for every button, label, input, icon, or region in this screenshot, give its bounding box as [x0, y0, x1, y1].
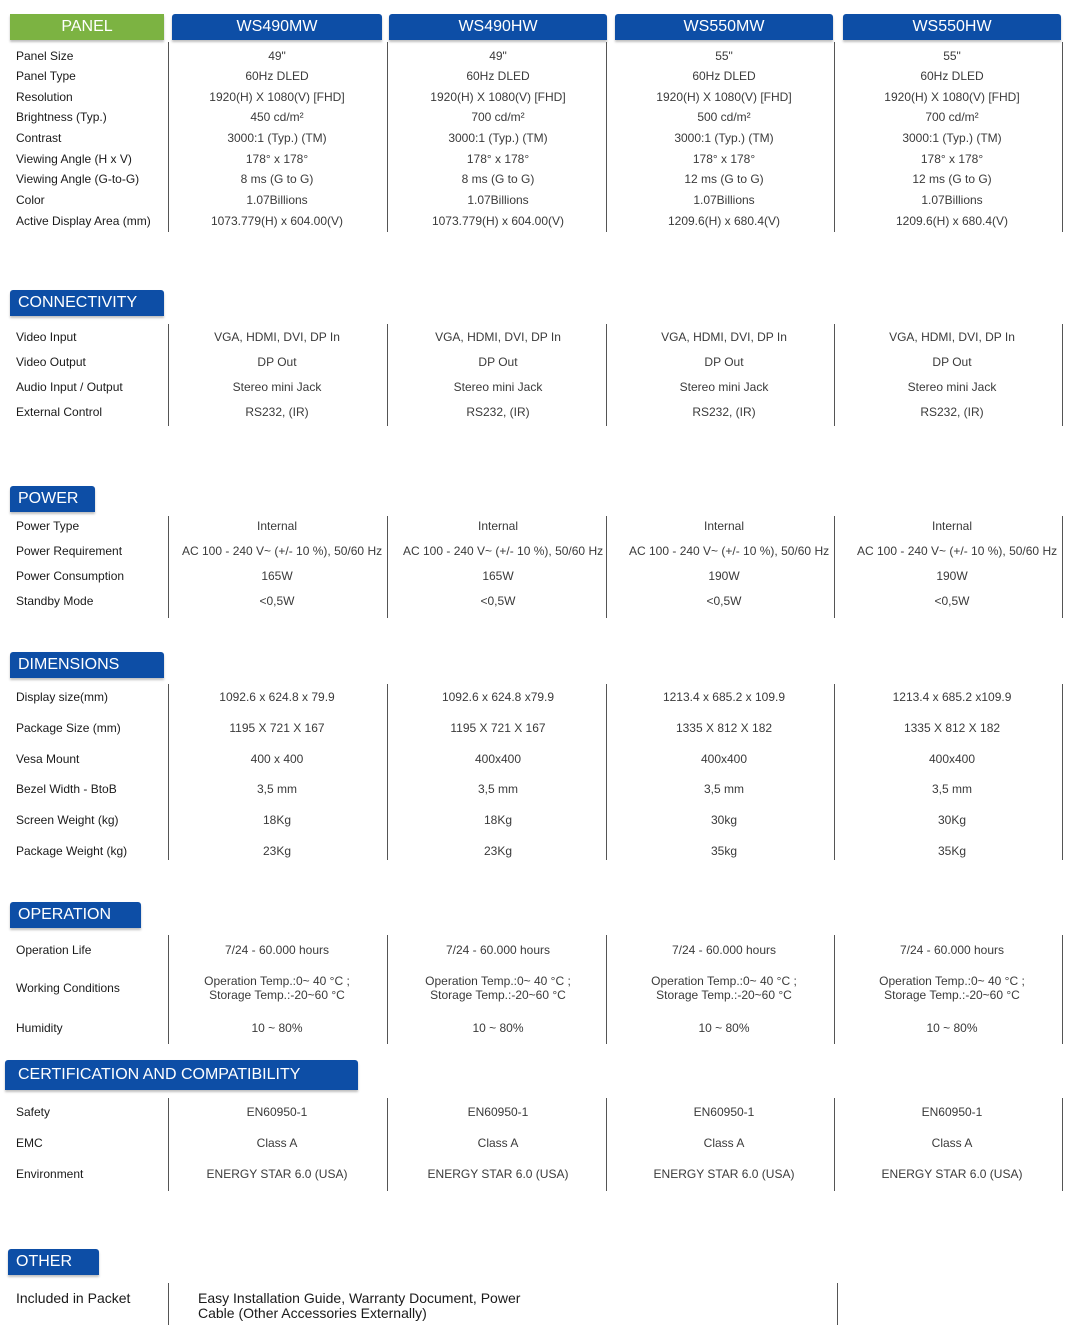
spec-value-power-type: Internal	[256, 519, 298, 533]
spec-value-brightness-typ: 700 cd/m²	[925, 110, 979, 124]
column-divider	[606, 42, 607, 232]
spec-label-video-input: Video Input	[16, 330, 77, 344]
column-divider	[834, 684, 835, 860]
model-header-ws490mw: WS490MW	[172, 14, 382, 40]
spec-value-operation-life: 7/24 - 60.000 hours	[224, 943, 330, 957]
column-divider	[168, 324, 169, 426]
spec-value-power-requirement: AC 100 - 240 V~ (+/- 10 %), 50/60 Hz	[403, 544, 604, 558]
spec-value-power-consumption: 190W	[936, 569, 968, 583]
spec-value-power-requirement: AC 100 - 240 V~ (+/- 10 %), 50/60 Hz	[182, 544, 383, 558]
spec-value-viewing-angle-g-to-g: 8 ms (G to G)	[240, 172, 314, 186]
spec-label-operation-life: Operation Life	[16, 943, 92, 957]
column-divider	[834, 516, 835, 618]
column-divider	[387, 935, 388, 1044]
spec-label-contrast: Contrast	[16, 131, 62, 145]
spec-value-vesa-mount: 400x400	[474, 752, 522, 766]
spec-value-viewing-angle-h-x-v: 178° x 178°	[245, 152, 309, 166]
spec-value-panel-size: 49"	[268, 49, 286, 63]
column-divider	[606, 324, 607, 426]
spec-value-audio-input-output: Stereo mini Jack	[453, 380, 543, 394]
spec-label-power-type: Power Type	[16, 519, 80, 533]
spec-value-safety: EN60950-1	[246, 1105, 308, 1119]
spec-label-humidity: Humidity	[16, 1021, 63, 1035]
spec-value-active-display-area-mm: 1073.779(H) x 604.00(V)	[210, 214, 344, 228]
spec-label-color: Color	[16, 193, 45, 207]
spec-value-display-size-mm: 1092.6 x 624.8 x79.9	[441, 690, 555, 704]
spec-value-contrast: 3000:1 (Typ.) (TM)	[448, 131, 548, 145]
section-header-other: OTHER	[8, 1249, 99, 1275]
spec-label-standby-mode: Standby Mode	[16, 594, 94, 608]
spec-value-video-input: VGA, HDMI, DVI, DP In	[661, 330, 787, 344]
section-header-certification: CERTIFICATION AND COMPATIBILITY	[5, 1060, 358, 1090]
spec-value-color: 1.07Billions	[693, 193, 755, 207]
spec-label-power-consumption: Power Consumption	[16, 569, 125, 583]
column-divider	[1062, 42, 1063, 232]
section-header-connectivity: CONNECTIVITY	[10, 290, 164, 316]
spec-value-emc: Class A	[703, 1136, 745, 1150]
spec-value-viewing-angle-h-x-v: 178° x 178°	[466, 152, 530, 166]
spec-value-environment: ENERGY STAR 6.0 (USA)	[881, 1167, 1023, 1181]
spec-value-vesa-mount: 400 x 400	[250, 752, 304, 766]
column-divider	[834, 324, 835, 426]
spec-value-resolution: 1920(H) X 1080(V) [FHD]	[656, 90, 792, 104]
spec-label-emc: EMC	[16, 1136, 43, 1150]
spec-value-power-requirement: AC 100 - 240 V~ (+/- 10 %), 50/60 Hz	[629, 544, 830, 558]
spec-value-audio-input-output: Stereo mini Jack	[679, 380, 769, 394]
spec-value-video-input: VGA, HDMI, DVI, DP In	[889, 330, 1015, 344]
column-divider	[387, 324, 388, 426]
spec-label-display-size-mm: Display size(mm)	[16, 690, 109, 704]
spec-value-brightness-typ: 500 cd/m²	[697, 110, 751, 124]
spec-value-power-consumption: 165W	[482, 569, 514, 583]
column-divider	[1062, 324, 1063, 426]
spec-value-operation-life: 7/24 - 60.000 hours	[899, 943, 1005, 957]
spec-value-screen-weight-kg: 30Kg	[937, 813, 967, 827]
spec-value-color: 1.07Billions	[921, 193, 983, 207]
spec-label-bezel-width-btob: Bezel Width - BtoB	[16, 782, 117, 796]
spec-value-screen-weight-kg: 18Kg	[262, 813, 292, 827]
spec-value-power-type: Internal	[931, 519, 973, 533]
column-divider	[168, 1098, 169, 1191]
spec-value-color: 1.07Billions	[467, 193, 529, 207]
spec-value-video-output: DP Out	[932, 355, 972, 369]
column-divider	[387, 1098, 388, 1191]
column-divider	[168, 935, 169, 1044]
spec-value-package-size-mm: 1195 X 721 X 167	[229, 721, 325, 735]
spec-value-video-input: VGA, HDMI, DVI, DP In	[435, 330, 561, 344]
spec-value-panel-size: 49"	[489, 49, 507, 63]
spec-value-emc: Class A	[256, 1136, 298, 1150]
spec-value-environment: ENERGY STAR 6.0 (USA)	[427, 1167, 569, 1181]
spec-label-brightness-typ: Brightness (Typ.)	[16, 110, 107, 124]
section-header-panel: PANEL	[10, 14, 164, 40]
spec-value-package-weight-kg: 35Kg	[937, 844, 967, 858]
column-divider	[168, 684, 169, 860]
spec-label-working-conditions: Working Conditions	[16, 981, 120, 995]
model-header-ws490hw: WS490HW	[389, 14, 607, 40]
spec-value-viewing-angle-g-to-g: 12 ms (G to G)	[684, 172, 764, 186]
spec-value-humidity: 10 ~ 80%	[472, 1021, 524, 1035]
spec-value-panel-type: 60Hz DLED	[466, 69, 530, 83]
spec-value-brightness-typ: 700 cd/m²	[471, 110, 525, 124]
column-divider	[168, 516, 169, 618]
spec-label-panel-type: Panel Type	[16, 69, 76, 83]
spec-value-standby-mode: <0,5W	[934, 594, 970, 608]
spec-value-contrast: 3000:1 (Typ.) (TM)	[227, 131, 327, 145]
spec-value-humidity: 10 ~ 80%	[251, 1021, 303, 1035]
spec-value-power-type: Internal	[703, 519, 745, 533]
column-divider	[387, 516, 388, 618]
spec-value-package-size-mm: 1335 X 812 X 182	[903, 721, 1001, 735]
spec-value-environment: ENERGY STAR 6.0 (USA)	[653, 1167, 795, 1181]
spec-value-power-consumption: 190W	[708, 569, 740, 583]
spec-value-emc: Class A	[931, 1136, 973, 1150]
spec-value-viewing-angle-h-x-v: 178° x 178°	[692, 152, 756, 166]
column-divider	[606, 935, 607, 1044]
spec-label-package-size-mm: Package Size (mm)	[16, 721, 121, 735]
spec-value-panel-size: 55"	[943, 49, 961, 63]
spec-label-resolution: Resolution	[16, 90, 73, 104]
spec-label-viewing-angle-g-to-g: Viewing Angle (G-to-G)	[16, 172, 140, 186]
column-divider	[168, 1283, 169, 1325]
column-divider	[606, 516, 607, 618]
spec-value-standby-mode: <0,5W	[259, 594, 295, 608]
model-header-ws550mw: WS550MW	[615, 14, 833, 40]
spec-value-emc: Class A	[477, 1136, 519, 1150]
spec-value-humidity: 10 ~ 80%	[698, 1021, 750, 1035]
spec-value-humidity: 10 ~ 80%	[926, 1021, 978, 1035]
spec-value-working-conditions: Operation Temp.:0~ 40 °C ; Storage Temp.:-20~60 °C	[425, 974, 571, 1002]
spec-value-viewing-angle-g-to-g: 8 ms (G to G)	[461, 172, 535, 186]
spec-value-contrast: 3000:1 (Typ.) (TM)	[674, 131, 774, 145]
spec-value-external-control: RS232, (IR)	[245, 405, 309, 419]
spec-value-resolution: 1920(H) X 1080(V) [FHD]	[884, 90, 1020, 104]
spec-value-screen-weight-kg: 30kg	[710, 813, 738, 827]
spec-label-included-in-packet: Included in Packet	[16, 1290, 131, 1306]
spec-label-active-display-area-mm: Active Display Area (mm)	[16, 214, 151, 228]
spec-value-audio-input-output: Stereo mini Jack	[907, 380, 997, 394]
spec-value-video-output: DP Out	[704, 355, 744, 369]
spec-label-environment: Environment	[16, 1167, 84, 1181]
spec-label-screen-weight-kg: Screen Weight (kg)	[16, 813, 119, 827]
column-divider	[834, 1098, 835, 1191]
spec-value-power-consumption: 165W	[261, 569, 293, 583]
spec-value-viewing-angle-h-x-v: 178° x 178°	[920, 152, 984, 166]
spec-value-external-control: RS232, (IR)	[466, 405, 530, 419]
spec-value-external-control: RS232, (IR)	[920, 405, 984, 419]
spec-value-package-weight-kg: 35kg	[710, 844, 738, 858]
column-divider	[168, 42, 169, 232]
column-divider	[606, 1098, 607, 1191]
spec-value-panel-size: 55"	[715, 49, 733, 63]
spec-label-safety: Safety	[16, 1105, 51, 1119]
column-divider	[387, 684, 388, 860]
column-divider	[834, 42, 835, 232]
spec-value-viewing-angle-g-to-g: 12 ms (G to G)	[912, 172, 992, 186]
spec-value-panel-type: 60Hz DLED	[692, 69, 756, 83]
spec-value-display-size-mm: 1213.4 x 685.2 x 109.9	[662, 690, 786, 704]
spec-value-vesa-mount: 400x400	[928, 752, 976, 766]
spec-value-active-display-area-mm: 1073.779(H) x 604.00(V)	[431, 214, 565, 228]
spec-value-vesa-mount: 400x400	[700, 752, 748, 766]
spec-value-video-input: VGA, HDMI, DVI, DP In	[214, 330, 340, 344]
column-divider	[1062, 935, 1063, 1044]
column-divider	[1062, 516, 1063, 618]
spec-value-video-output: DP Out	[478, 355, 518, 369]
spec-value-operation-life: 7/24 - 60.000 hours	[445, 943, 551, 957]
spec-value-bezel-width-btob: 3,5 mm	[931, 782, 972, 796]
column-divider	[1062, 1098, 1063, 1191]
spec-value-contrast: 3000:1 (Typ.) (TM)	[902, 131, 1002, 145]
spec-label-package-weight-kg: Package Weight (kg)	[16, 844, 128, 858]
spec-value-display-size-mm: 1213.4 x 685.2 x109.9	[892, 690, 1012, 704]
spec-value-package-size-mm: 1335 X 812 X 182	[675, 721, 773, 735]
column-divider	[837, 1283, 838, 1325]
section-header-dimensions: DIMENSIONS	[10, 652, 164, 678]
spec-label-video-output: Video Output	[16, 355, 86, 369]
spec-label-viewing-angle-h-x-v: Viewing Angle (H x V)	[16, 152, 132, 166]
spec-value-safety: EN60950-1	[921, 1105, 983, 1119]
spec-value-package-weight-kg: 23Kg	[262, 844, 292, 858]
column-divider	[1062, 684, 1063, 860]
spec-value-package-weight-kg: 23Kg	[483, 844, 513, 858]
spec-value-safety: EN60950-1	[693, 1105, 755, 1119]
spec-value-resolution: 1920(H) X 1080(V) [FHD]	[209, 90, 345, 104]
column-divider	[387, 42, 388, 232]
spec-value-panel-type: 60Hz DLED	[245, 69, 309, 83]
spec-value-standby-mode: <0,5W	[706, 594, 742, 608]
spec-value-screen-weight-kg: 18Kg	[483, 813, 513, 827]
spec-value-bezel-width-btob: 3,5 mm	[703, 782, 744, 796]
spec-value-environment: ENERGY STAR 6.0 (USA)	[206, 1167, 348, 1181]
section-header-operation: OPERATION	[10, 902, 141, 928]
spec-value-standby-mode: <0,5W	[480, 594, 516, 608]
spec-value-operation-life: 7/24 - 60.000 hours	[671, 943, 777, 957]
spec-label-external-control: External Control	[16, 405, 103, 419]
spec-value-brightness-typ: 450 cd/m²	[250, 110, 304, 124]
spec-value-audio-input-output: Stereo mini Jack	[232, 380, 322, 394]
spec-value-working-conditions: Operation Temp.:0~ 40 °C ; Storage Temp.:-20~60 °C	[651, 974, 797, 1002]
spec-value-working-conditions: Operation Temp.:0~ 40 °C ; Storage Temp.:-20~60 °C	[204, 974, 350, 1002]
spec-value-included-in-packet: Easy Installation Guide, Warranty Document, Power Cable (Other Accessories Externally)	[198, 1290, 521, 1321]
spec-value-video-output: DP Out	[257, 355, 297, 369]
spec-value-external-control: RS232, (IR)	[692, 405, 756, 419]
spec-value-bezel-width-btob: 3,5 mm	[477, 782, 518, 796]
spec-value-color: 1.07Billions	[246, 193, 308, 207]
spec-label-power-requirement: Power Requirement	[16, 544, 123, 558]
column-divider	[834, 935, 835, 1044]
spec-value-package-size-mm: 1195 X 721 X 167	[450, 721, 546, 735]
spec-value-safety: EN60950-1	[467, 1105, 529, 1119]
spec-value-display-size-mm: 1092.6 x 624.8 x 79.9	[219, 690, 335, 704]
spec-label-audio-input-output: Audio Input / Output	[16, 380, 123, 394]
spec-value-active-display-area-mm: 1209.6(H) x 680.4(V)	[667, 214, 781, 228]
spec-value-power-type: Internal	[477, 519, 519, 533]
spec-value-working-conditions: Operation Temp.:0~ 40 °C ; Storage Temp.:-20~60 °C	[879, 974, 1025, 1002]
column-divider	[606, 684, 607, 860]
spec-label-panel-size: Panel Size	[16, 49, 74, 63]
spec-value-resolution: 1920(H) X 1080(V) [FHD]	[430, 90, 566, 104]
spec-value-bezel-width-btob: 3,5 mm	[256, 782, 297, 796]
section-header-power: POWER	[10, 486, 95, 512]
spec-value-power-requirement: AC 100 - 240 V~ (+/- 10 %), 50/60 Hz	[857, 544, 1058, 558]
spec-label-vesa-mount: Vesa Mount	[16, 752, 80, 766]
spec-value-panel-type: 60Hz DLED	[920, 69, 984, 83]
model-header-ws550hw: WS550HW	[843, 14, 1061, 40]
spec-value-active-display-area-mm: 1209.6(H) x 680.4(V)	[895, 214, 1009, 228]
